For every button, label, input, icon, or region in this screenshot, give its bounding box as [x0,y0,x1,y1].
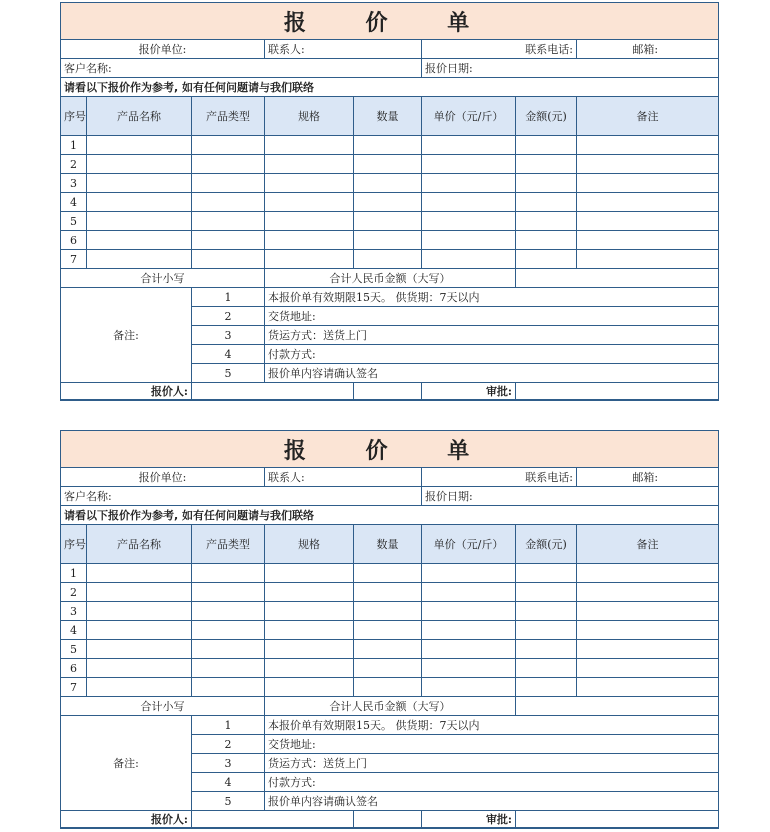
table-cell[interactable] [87,174,192,193]
table-cell[interactable] [354,659,422,678]
column-header: 序号 [61,97,87,136]
table-cell[interactable] [354,640,422,659]
row-number: 7 [61,678,87,697]
remark-text[interactable]: 本报价单有效期限15天。 供货期：7天以内 [265,716,719,735]
table-cell[interactable] [422,678,516,697]
subtotal-label: 合计小写 [61,269,265,288]
table-cell[interactable] [192,659,265,678]
table-cell[interactable] [516,193,577,212]
table-cell[interactable] [192,174,265,193]
table-cell[interactable] [516,174,577,193]
table-cell[interactable] [192,250,265,269]
row-number: 5 [61,212,87,231]
table-cell[interactable] [577,602,719,621]
remark-row [61,716,719,735]
table-cell[interactable] [422,602,516,621]
row-number: 2 [61,155,87,174]
table-cell[interactable] [577,174,719,193]
subtotal-label: 合计小写 [61,697,265,716]
table-cell[interactable] [516,583,577,602]
remarks-label: 备注: [61,716,192,811]
table-cell[interactable] [577,231,719,250]
quotation-form [60,430,718,829]
quoter-signature-cell[interactable] [192,811,354,829]
total-uppercase-label: 合计人民币金额（大写） [265,269,516,288]
table-cell[interactable] [577,193,719,212]
table-cell[interactable] [354,193,422,212]
phone-label[interactable]: 联系电话: [422,468,577,487]
row-number: 1 [61,564,87,583]
notice-text: 请看以下报价作为参考, 如有任何问题请与我们联络 [61,78,719,97]
remark-text[interactable]: 付款方式: [265,345,719,364]
approver-signature-cell[interactable] [516,811,719,829]
table-cell[interactable] [577,250,719,269]
table-cell[interactable] [192,602,265,621]
table-cell[interactable] [422,250,516,269]
table-cell[interactable] [516,602,577,621]
remarks-label: 备注: [61,288,192,383]
contact-label[interactable]: 联系人: [265,468,422,487]
table-cell[interactable] [265,174,354,193]
table-cell[interactable] [354,678,422,697]
table-cell[interactable] [87,155,192,174]
date-label[interactable]: 报价日期: [422,59,719,78]
table-cell[interactable] [516,564,577,583]
table-cell[interactable] [265,564,354,583]
table-cell[interactable] [577,621,719,640]
table-cell[interactable] [265,621,354,640]
remark-text[interactable]: 交货地址: [265,307,719,326]
table-cell[interactable] [354,212,422,231]
table-cell[interactable] [516,621,577,640]
table-row [61,231,719,250]
table-row [61,659,719,678]
table-row [61,136,719,155]
phone-label[interactable]: 联系电话: [422,40,577,59]
table-row [61,212,719,231]
table-cell[interactable] [192,678,265,697]
table-cell[interactable] [192,212,265,231]
table-cell[interactable] [354,602,422,621]
row-number: 1 [61,136,87,155]
table-cell[interactable] [265,659,354,678]
table-cell[interactable] [354,250,422,269]
table-cell[interactable] [87,678,192,697]
table-cell[interactable] [192,231,265,250]
table-cell[interactable] [87,193,192,212]
table-cell[interactable] [422,231,516,250]
table-cell[interactable] [422,212,516,231]
email-label[interactable]: 邮箱: [577,40,719,59]
table-cell[interactable] [87,250,192,269]
table-cell[interactable] [422,136,516,155]
remark-number: 4 [192,773,265,792]
date-label[interactable]: 报价日期: [422,487,719,506]
table-cell[interactable] [516,212,577,231]
total-value-cell[interactable] [516,697,719,716]
table-cell[interactable] [516,640,577,659]
approver-label: 审批: [422,811,516,829]
table-cell[interactable] [192,640,265,659]
table-cell[interactable] [422,564,516,583]
remark-number: 3 [192,754,265,773]
column-header: 产品类型 [192,97,265,136]
table-cell[interactable] [577,583,719,602]
quoter-label: 报价人: [61,811,192,829]
table-cell[interactable] [422,659,516,678]
table-row [61,621,719,640]
table-cell[interactable] [354,621,422,640]
table-row [61,640,719,659]
table-row [61,583,719,602]
table-cell[interactable] [516,250,577,269]
table-cell[interactable] [192,155,265,174]
quoter-signature-cell[interactable] [192,383,354,401]
table-cell[interactable] [87,602,192,621]
remark-text[interactable]: 报价单内容请确认签名 [265,364,719,383]
total-value-cell[interactable] [516,269,719,288]
table-cell[interactable] [422,640,516,659]
contact-label[interactable]: 联系人: [265,40,422,59]
table-cell[interactable] [265,678,354,697]
notice-text: 请看以下报价作为参考, 如有任何问题请与我们联络 [61,506,719,525]
column-header: 单价（元/斤） [422,97,516,136]
column-header: 规格 [265,525,354,564]
table-cell[interactable] [516,678,577,697]
table-cell[interactable] [354,174,422,193]
approver-signature-cell[interactable] [516,383,719,401]
column-header: 产品名称 [87,525,192,564]
email-label[interactable]: 邮箱: [577,468,719,487]
table-cell[interactable] [265,250,354,269]
table-cell[interactable] [87,212,192,231]
table-cell[interactable] [516,136,577,155]
table-cell[interactable] [87,621,192,640]
remark-number: 5 [192,792,265,811]
table-cell[interactable] [354,583,422,602]
table-cell[interactable] [516,155,577,174]
remark-number: 5 [192,364,265,383]
row-number: 4 [61,621,87,640]
table-cell[interactable] [577,678,719,697]
remark-number: 1 [192,288,265,307]
column-header: 序号 [61,525,87,564]
table-row [61,155,719,174]
sign-cell [354,383,422,401]
remark-number: 4 [192,345,265,364]
table-cell[interactable] [577,212,719,231]
table-row [61,193,719,212]
column-header: 数量 [354,525,422,564]
row-number: 6 [61,659,87,678]
remark-number: 2 [192,307,265,326]
remark-number: 2 [192,735,265,754]
row-number: 3 [61,174,87,193]
table-cell[interactable] [516,231,577,250]
table-cell[interactable] [265,231,354,250]
table-cell[interactable] [192,621,265,640]
column-header: 产品类型 [192,525,265,564]
quote-unit-label[interactable]: 报价单位: [61,40,265,59]
table-cell[interactable] [354,136,422,155]
remark-number: 3 [192,326,265,345]
remark-text[interactable]: 付款方式: [265,773,719,792]
table-cell[interactable] [422,621,516,640]
table-cell[interactable] [354,231,422,250]
row-number: 6 [61,231,87,250]
quotation-table [60,2,719,401]
row-number: 3 [61,602,87,621]
table-cell[interactable] [87,583,192,602]
table-cell[interactable] [265,193,354,212]
table-cell[interactable] [577,155,719,174]
remark-text[interactable]: 交货地址: [265,735,719,754]
table-cell[interactable] [354,564,422,583]
table-cell[interactable] [192,136,265,155]
table-cell[interactable] [87,659,192,678]
table-row [61,174,719,193]
table-cell[interactable] [354,155,422,174]
column-header: 备注 [577,525,719,564]
form-title: 报 价 单 [61,431,719,468]
table-cell[interactable] [577,640,719,659]
column-header: 单价（元/斤） [422,525,516,564]
total-uppercase-label: 合计人民币金额（大写） [265,697,516,716]
table-cell[interactable] [265,136,354,155]
table-cell[interactable] [265,583,354,602]
customer-label[interactable]: 客户名称: [61,487,422,506]
table-cell[interactable] [577,659,719,678]
table-cell[interactable] [422,193,516,212]
table-cell[interactable] [87,564,192,583]
table-cell[interactable] [192,583,265,602]
column-header: 备注 [577,97,719,136]
quotation-table [60,430,719,829]
remark-text[interactable]: 货运方式：送货上门 [265,754,719,773]
table-cell[interactable] [265,155,354,174]
table-cell[interactable] [422,174,516,193]
table-cell[interactable] [265,212,354,231]
remark-text[interactable]: 本报价单有效期限15天。 供货期：7天以内 [265,288,719,307]
remark-number: 1 [192,716,265,735]
table-cell[interactable] [87,231,192,250]
table-cell[interactable] [577,136,719,155]
column-header: 数量 [354,97,422,136]
table-cell[interactable] [422,583,516,602]
table-cell[interactable] [577,564,719,583]
column-header: 金额(元) [516,97,577,136]
quote-unit-label[interactable]: 报价单位: [61,468,265,487]
table-cell[interactable] [87,136,192,155]
customer-label[interactable]: 客户名称: [61,59,422,78]
remark-text[interactable]: 报价单内容请确认签名 [265,792,719,811]
column-header: 金额(元) [516,525,577,564]
table-cell[interactable] [265,602,354,621]
table-cell[interactable] [192,193,265,212]
quotation-form [60,2,718,401]
column-header: 产品名称 [87,97,192,136]
table-row [61,602,719,621]
table-cell[interactable] [516,659,577,678]
table-cell[interactable] [192,564,265,583]
table-cell[interactable] [422,155,516,174]
column-header: 规格 [265,97,354,136]
table-cell[interactable] [87,640,192,659]
remark-row [61,288,719,307]
row-number: 2 [61,583,87,602]
approver-label: 审批: [422,383,516,401]
quoter-label: 报价人: [61,383,192,401]
table-cell[interactable] [265,640,354,659]
table-row [61,678,719,697]
form-title: 报 价 单 [61,3,719,40]
row-number: 5 [61,640,87,659]
sign-cell [354,811,422,829]
table-row [61,250,719,269]
remark-text[interactable]: 货运方式：送货上门 [265,326,719,345]
row-number: 7 [61,250,87,269]
row-number: 4 [61,193,87,212]
table-row [61,564,719,583]
